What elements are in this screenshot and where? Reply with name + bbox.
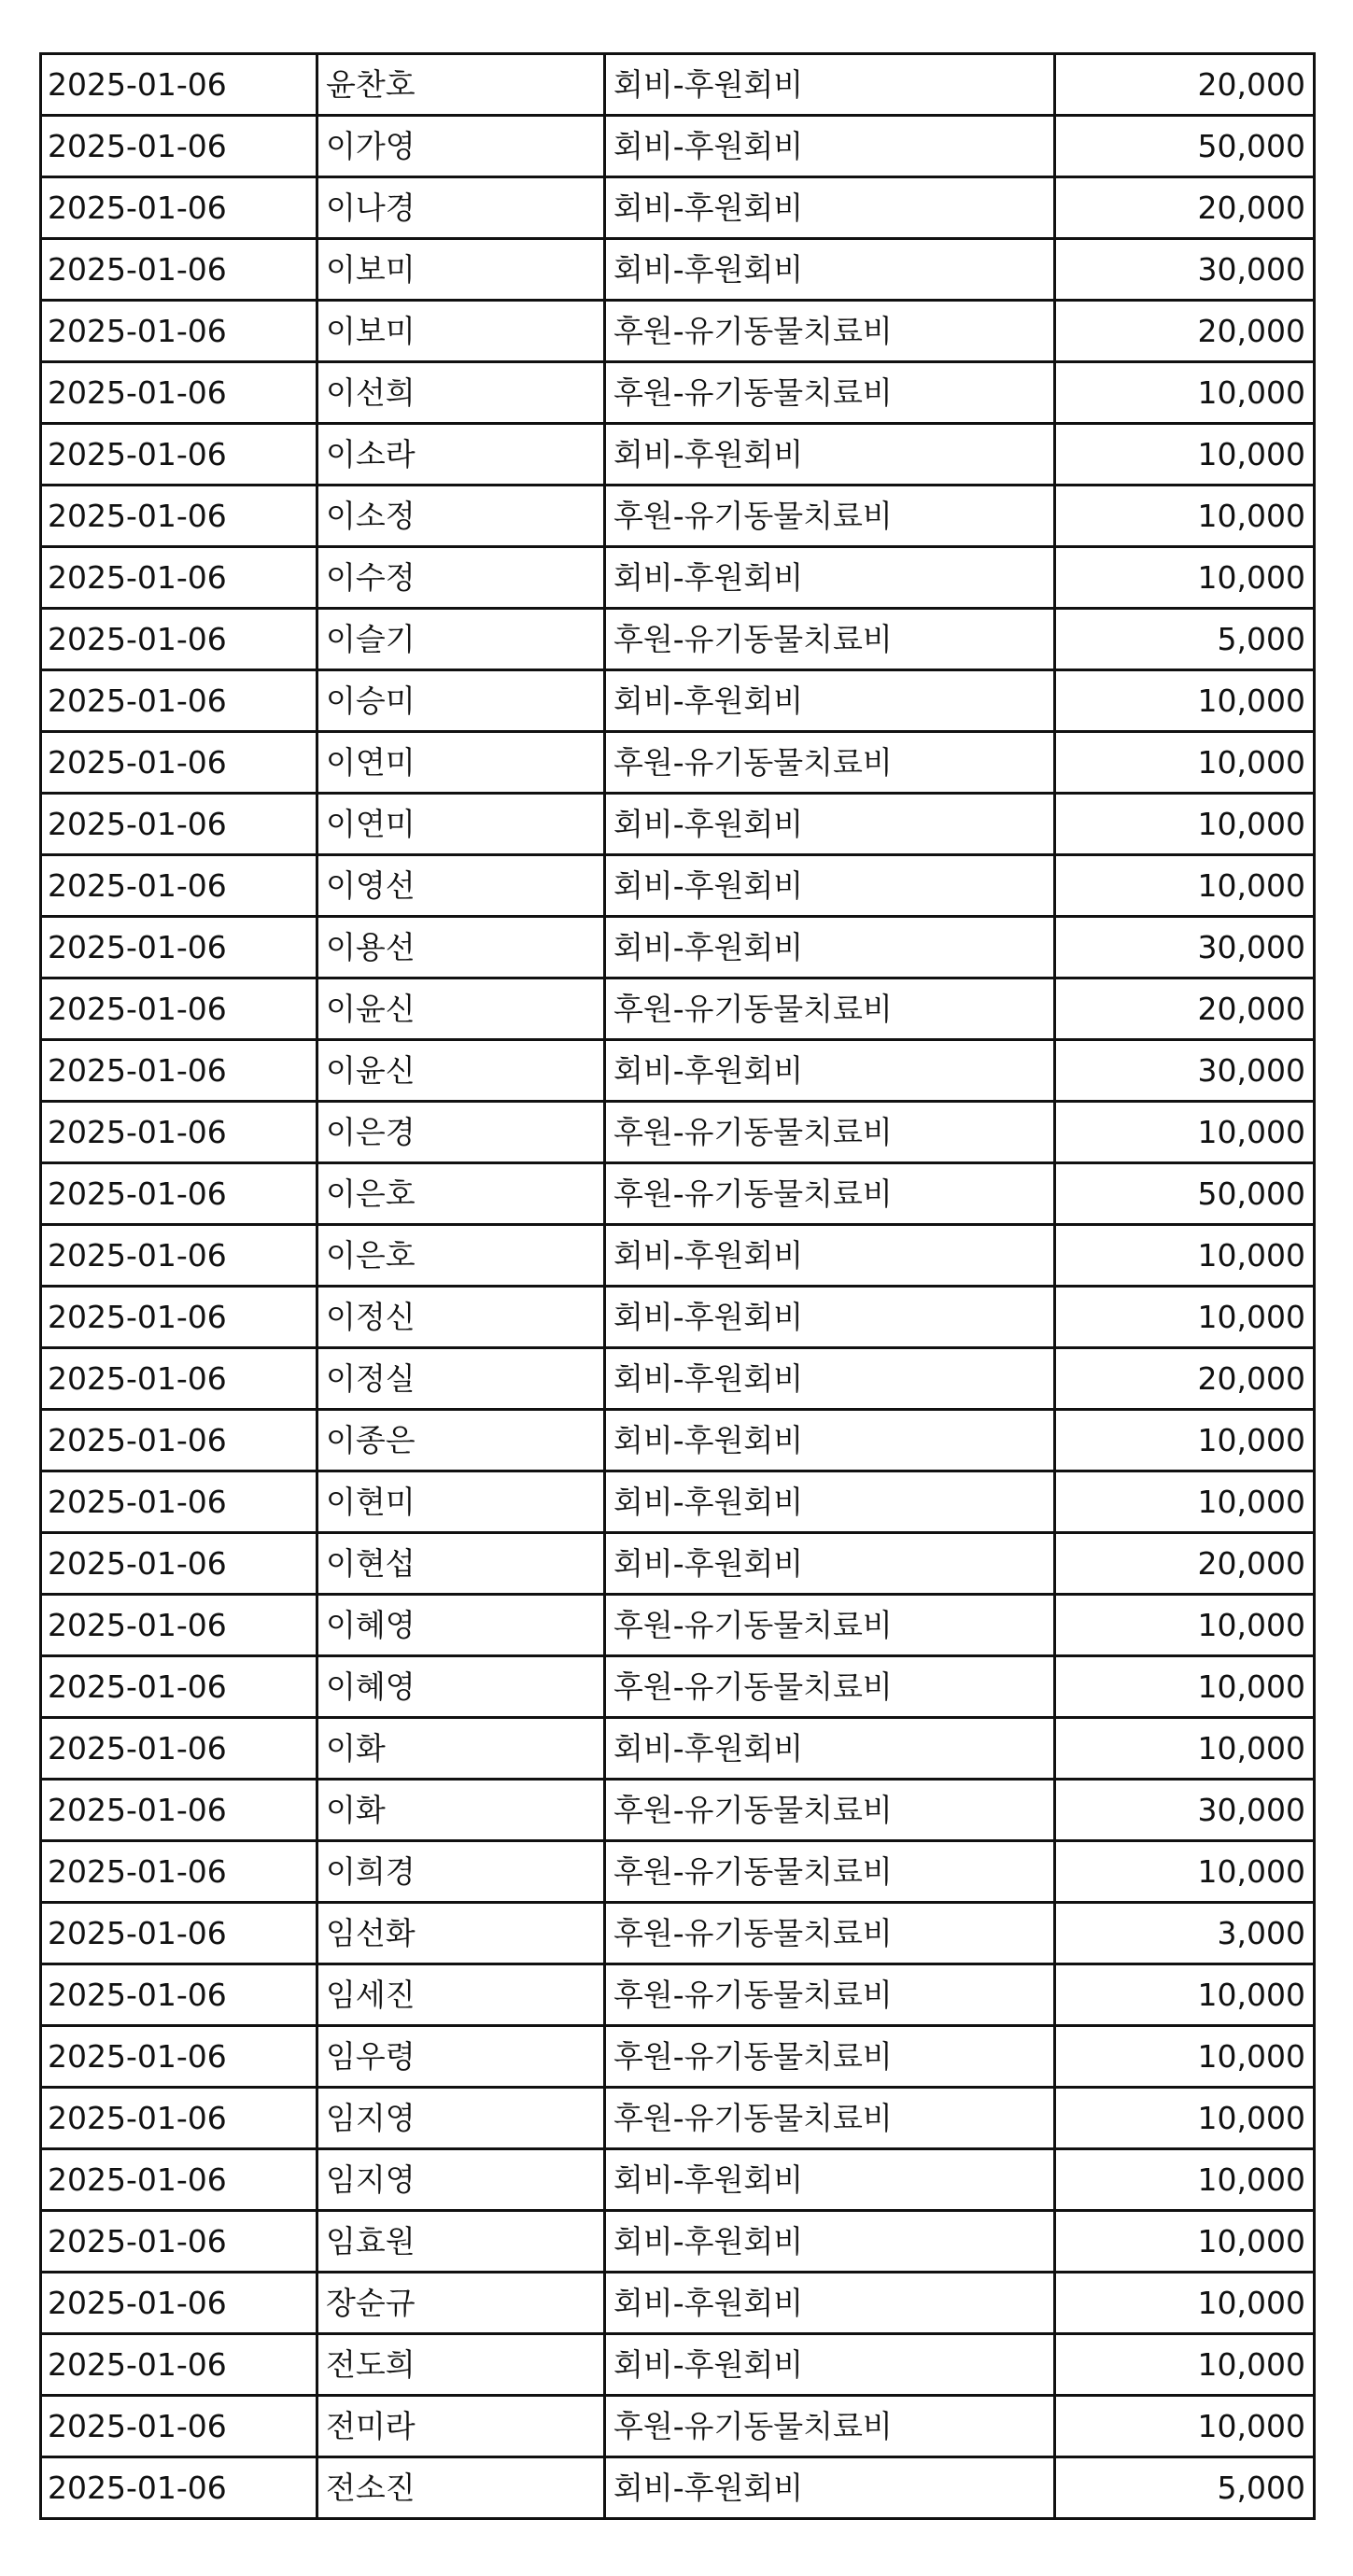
category-cell: 후원-유기동물치료비 bbox=[605, 2026, 1055, 2088]
donor-name-cell: 이연미 bbox=[317, 732, 605, 794]
table-row bbox=[41, 732, 1315, 794]
donor-name-cell: 이윤신 bbox=[317, 1040, 605, 1102]
date-cell: 2025-01-06 bbox=[41, 2334, 317, 2396]
date-cell: 2025-01-06 bbox=[41, 1656, 317, 1718]
table-row bbox=[41, 1780, 1315, 1841]
amount-cell: 3,000 bbox=[1055, 1903, 1315, 1964]
table-row bbox=[41, 177, 1315, 239]
date-cell: 2025-01-06 bbox=[41, 609, 317, 670]
date-cell: 2025-01-06 bbox=[41, 1348, 317, 1410]
table-row bbox=[41, 1225, 1315, 1287]
table-row bbox=[41, 1410, 1315, 1471]
table-row bbox=[41, 794, 1315, 855]
amount-cell: 10,000 bbox=[1055, 1102, 1315, 1163]
amount-cell: 10,000 bbox=[1055, 2088, 1315, 2149]
donor-name-cell: 이혜영 bbox=[317, 1595, 605, 1656]
amount-cell: 20,000 bbox=[1055, 301, 1315, 362]
amount-cell: 50,000 bbox=[1055, 116, 1315, 177]
amount-cell: 10,000 bbox=[1055, 2149, 1315, 2211]
donor-name-cell: 이수정 bbox=[317, 547, 605, 609]
date-cell: 2025-01-06 bbox=[41, 1903, 317, 1964]
table-row bbox=[41, 609, 1315, 670]
amount-cell: 10,000 bbox=[1055, 1595, 1315, 1656]
amount-cell: 10,000 bbox=[1055, 855, 1315, 917]
category-cell: 후원-유기동물치료비 bbox=[605, 362, 1055, 424]
category-cell: 후원-유기동물치료비 bbox=[605, 486, 1055, 547]
date-cell: 2025-01-06 bbox=[41, 116, 317, 177]
donor-name-cell: 장순규 bbox=[317, 2273, 605, 2334]
date-cell: 2025-01-06 bbox=[41, 1964, 317, 2026]
amount-cell: 20,000 bbox=[1055, 1348, 1315, 1410]
donor-name-cell: 이종은 bbox=[317, 1410, 605, 1471]
date-cell: 2025-01-06 bbox=[41, 2396, 317, 2457]
amount-cell: 10,000 bbox=[1055, 1841, 1315, 1903]
amount-cell: 10,000 bbox=[1055, 2273, 1315, 2334]
donor-name-cell: 전미라 bbox=[317, 2396, 605, 2457]
amount-cell: 10,000 bbox=[1055, 1471, 1315, 1533]
table-row bbox=[41, 116, 1315, 177]
amount-cell: 10,000 bbox=[1055, 670, 1315, 732]
donor-name-cell: 임지영 bbox=[317, 2088, 605, 2149]
amount-cell: 10,000 bbox=[1055, 486, 1315, 547]
amount-cell: 20,000 bbox=[1055, 54, 1315, 116]
table-row bbox=[41, 1471, 1315, 1533]
donor-name-cell: 이은경 bbox=[317, 1102, 605, 1163]
amount-cell: 5,000 bbox=[1055, 609, 1315, 670]
donor-name-cell: 이영선 bbox=[317, 855, 605, 917]
table-row bbox=[41, 2273, 1315, 2334]
donor-name-cell: 이연미 bbox=[317, 794, 605, 855]
date-cell: 2025-01-06 bbox=[41, 794, 317, 855]
date-cell: 2025-01-06 bbox=[41, 2149, 317, 2211]
category-cell: 회비-후원회비 bbox=[605, 2149, 1055, 2211]
date-cell: 2025-01-06 bbox=[41, 54, 317, 116]
table-row bbox=[41, 239, 1315, 301]
date-cell: 2025-01-06 bbox=[41, 2457, 317, 2519]
table-row bbox=[41, 486, 1315, 547]
table-row bbox=[41, 1841, 1315, 1903]
donor-name-cell: 이소라 bbox=[317, 424, 605, 486]
category-cell: 회비-후원회비 bbox=[605, 917, 1055, 978]
amount-cell: 10,000 bbox=[1055, 1225, 1315, 1287]
table-row bbox=[41, 2088, 1315, 2149]
donor-name-cell: 이슬기 bbox=[317, 609, 605, 670]
amount-cell: 5,000 bbox=[1055, 2457, 1315, 2519]
donor-name-cell: 전도희 bbox=[317, 2334, 605, 2396]
table-row bbox=[41, 2334, 1315, 2396]
date-cell: 2025-01-06 bbox=[41, 1040, 317, 1102]
category-cell: 회비-후원회비 bbox=[605, 794, 1055, 855]
table-row bbox=[41, 1287, 1315, 1348]
date-cell: 2025-01-06 bbox=[41, 1225, 317, 1287]
category-cell: 후원-유기동물치료비 bbox=[605, 732, 1055, 794]
amount-cell: 10,000 bbox=[1055, 1656, 1315, 1718]
table-row bbox=[41, 978, 1315, 1040]
table-row bbox=[41, 855, 1315, 917]
category-cell: 후원-유기동물치료비 bbox=[605, 1102, 1055, 1163]
donor-name-cell: 이혜영 bbox=[317, 1656, 605, 1718]
amount-cell: 30,000 bbox=[1055, 1040, 1315, 1102]
donor-name-cell: 임효원 bbox=[317, 2211, 605, 2273]
table-row bbox=[41, 1348, 1315, 1410]
amount-cell: 10,000 bbox=[1055, 362, 1315, 424]
amount-cell: 10,000 bbox=[1055, 2334, 1315, 2396]
date-cell: 2025-01-06 bbox=[41, 547, 317, 609]
category-cell: 회비-후원회비 bbox=[605, 1471, 1055, 1533]
donor-name-cell: 이은호 bbox=[317, 1225, 605, 1287]
category-cell: 회비-후원회비 bbox=[605, 424, 1055, 486]
amount-cell: 10,000 bbox=[1055, 424, 1315, 486]
category-cell: 회비-후원회비 bbox=[605, 1287, 1055, 1348]
table-row bbox=[41, 301, 1315, 362]
amount-cell: 10,000 bbox=[1055, 1964, 1315, 2026]
amount-cell: 30,000 bbox=[1055, 239, 1315, 301]
category-cell: 후원-유기동물치료비 bbox=[605, 609, 1055, 670]
table-row bbox=[41, 1656, 1315, 1718]
donor-name-cell: 전소진 bbox=[317, 2457, 605, 2519]
category-cell: 후원-유기동물치료비 bbox=[605, 1656, 1055, 1718]
donor-name-cell: 이은호 bbox=[317, 1163, 605, 1225]
date-cell: 2025-01-06 bbox=[41, 1595, 317, 1656]
category-cell: 후원-유기동물치료비 bbox=[605, 1163, 1055, 1225]
category-cell: 회비-후원회비 bbox=[605, 1533, 1055, 1595]
amount-cell: 50,000 bbox=[1055, 1163, 1315, 1225]
date-cell: 2025-01-06 bbox=[41, 732, 317, 794]
donor-name-cell: 이희경 bbox=[317, 1841, 605, 1903]
table-row bbox=[41, 1163, 1315, 1225]
donor-name-cell: 이승미 bbox=[317, 670, 605, 732]
category-cell: 회비-후원회비 bbox=[605, 239, 1055, 301]
category-cell: 후원-유기동물치료비 bbox=[605, 1780, 1055, 1841]
category-cell: 후원-유기동물치료비 bbox=[605, 978, 1055, 1040]
category-cell: 회비-후원회비 bbox=[605, 855, 1055, 917]
donor-name-cell: 임우령 bbox=[317, 2026, 605, 2088]
date-cell: 2025-01-06 bbox=[41, 2026, 317, 2088]
category-cell: 후원-유기동물치료비 bbox=[605, 1595, 1055, 1656]
donor-name-cell: 임세진 bbox=[317, 1964, 605, 2026]
amount-cell: 20,000 bbox=[1055, 978, 1315, 1040]
date-cell: 2025-01-06 bbox=[41, 2088, 317, 2149]
amount-cell: 10,000 bbox=[1055, 547, 1315, 609]
date-cell: 2025-01-06 bbox=[41, 1471, 317, 1533]
table-row bbox=[41, 2211, 1315, 2273]
date-cell: 2025-01-06 bbox=[41, 362, 317, 424]
category-cell: 후원-유기동물치료비 bbox=[605, 1903, 1055, 1964]
amount-cell: 10,000 bbox=[1055, 2211, 1315, 2273]
donor-name-cell: 이정실 bbox=[317, 1348, 605, 1410]
donor-name-cell: 이현미 bbox=[317, 1471, 605, 1533]
category-cell: 회비-후원회비 bbox=[605, 1225, 1055, 1287]
category-cell: 회비-후원회비 bbox=[605, 54, 1055, 116]
donation-ledger-table bbox=[39, 52, 1316, 2520]
category-cell: 회비-후원회비 bbox=[605, 1718, 1055, 1780]
date-cell: 2025-01-06 bbox=[41, 486, 317, 547]
amount-cell: 30,000 bbox=[1055, 1780, 1315, 1841]
donor-name-cell: 이화 bbox=[317, 1780, 605, 1841]
category-cell: 회비-후원회비 bbox=[605, 2334, 1055, 2396]
amount-cell: 10,000 bbox=[1055, 1410, 1315, 1471]
date-cell: 2025-01-06 bbox=[41, 1841, 317, 1903]
date-cell: 2025-01-06 bbox=[41, 301, 317, 362]
donor-name-cell: 이나경 bbox=[317, 177, 605, 239]
date-cell: 2025-01-06 bbox=[41, 239, 317, 301]
date-cell: 2025-01-06 bbox=[41, 1780, 317, 1841]
amount-cell: 10,000 bbox=[1055, 2026, 1315, 2088]
table-row bbox=[41, 670, 1315, 732]
date-cell: 2025-01-06 bbox=[41, 1163, 317, 1225]
amount-cell: 10,000 bbox=[1055, 1287, 1315, 1348]
table-row bbox=[41, 2457, 1315, 2519]
category-cell: 회비-후원회비 bbox=[605, 2211, 1055, 2273]
table-row bbox=[41, 2396, 1315, 2457]
table-row bbox=[41, 1718, 1315, 1780]
date-cell: 2025-01-06 bbox=[41, 1533, 317, 1595]
table-row bbox=[41, 1903, 1315, 1964]
category-cell: 회비-후원회비 bbox=[605, 1040, 1055, 1102]
date-cell: 2025-01-06 bbox=[41, 1410, 317, 1471]
table-row bbox=[41, 1533, 1315, 1595]
table-row bbox=[41, 2026, 1315, 2088]
amount-cell: 10,000 bbox=[1055, 1718, 1315, 1780]
category-cell: 후원-유기동물치료비 bbox=[605, 301, 1055, 362]
donor-name-cell: 이현섭 bbox=[317, 1533, 605, 1595]
category-cell: 회비-후원회비 bbox=[605, 2457, 1055, 2519]
category-cell: 회비-후원회비 bbox=[605, 1348, 1055, 1410]
date-cell: 2025-01-06 bbox=[41, 177, 317, 239]
table-row bbox=[41, 2149, 1315, 2211]
category-cell: 회비-후원회비 bbox=[605, 2273, 1055, 2334]
table-row bbox=[41, 1595, 1315, 1656]
donor-name-cell: 윤찬호 bbox=[317, 54, 605, 116]
amount-cell: 20,000 bbox=[1055, 1533, 1315, 1595]
date-cell: 2025-01-06 bbox=[41, 1287, 317, 1348]
date-cell: 2025-01-06 bbox=[41, 1102, 317, 1163]
amount-cell: 10,000 bbox=[1055, 732, 1315, 794]
date-cell: 2025-01-06 bbox=[41, 855, 317, 917]
table-row bbox=[41, 54, 1315, 116]
category-cell: 회비-후원회비 bbox=[605, 177, 1055, 239]
category-cell: 후원-유기동물치료비 bbox=[605, 2396, 1055, 2457]
date-cell: 2025-01-06 bbox=[41, 2211, 317, 2273]
ledger-body bbox=[41, 54, 1315, 2519]
category-cell: 회비-후원회비 bbox=[605, 116, 1055, 177]
date-cell: 2025-01-06 bbox=[41, 1718, 317, 1780]
category-cell: 회비-후원회비 bbox=[605, 670, 1055, 732]
date-cell: 2025-01-06 bbox=[41, 670, 317, 732]
table-row bbox=[41, 362, 1315, 424]
category-cell: 회비-후원회비 bbox=[605, 547, 1055, 609]
donor-name-cell: 임선화 bbox=[317, 1903, 605, 1964]
donor-name-cell: 이보미 bbox=[317, 239, 605, 301]
donor-name-cell: 이윤신 bbox=[317, 978, 605, 1040]
date-cell: 2025-01-06 bbox=[41, 917, 317, 978]
date-cell: 2025-01-06 bbox=[41, 424, 317, 486]
table-row bbox=[41, 917, 1315, 978]
donor-name-cell: 임지영 bbox=[317, 2149, 605, 2211]
amount-cell: 30,000 bbox=[1055, 917, 1315, 978]
amount-cell: 10,000 bbox=[1055, 2396, 1315, 2457]
donor-name-cell: 이선희 bbox=[317, 362, 605, 424]
donor-name-cell: 이정신 bbox=[317, 1287, 605, 1348]
donor-name-cell: 이화 bbox=[317, 1718, 605, 1780]
donor-name-cell: 이가영 bbox=[317, 116, 605, 177]
donor-name-cell: 이소정 bbox=[317, 486, 605, 547]
category-cell: 후원-유기동물치료비 bbox=[605, 1841, 1055, 1903]
date-cell: 2025-01-06 bbox=[41, 2273, 317, 2334]
table-row bbox=[41, 1102, 1315, 1163]
table-row bbox=[41, 1964, 1315, 2026]
donor-name-cell: 이보미 bbox=[317, 301, 605, 362]
date-cell: 2025-01-06 bbox=[41, 978, 317, 1040]
category-cell: 후원-유기동물치료비 bbox=[605, 1964, 1055, 2026]
table-row bbox=[41, 547, 1315, 609]
donor-name-cell: 이용선 bbox=[317, 917, 605, 978]
category-cell: 회비-후원회비 bbox=[605, 1410, 1055, 1471]
table-row bbox=[41, 424, 1315, 486]
table-row bbox=[41, 1040, 1315, 1102]
amount-cell: 20,000 bbox=[1055, 177, 1315, 239]
amount-cell: 10,000 bbox=[1055, 794, 1315, 855]
category-cell: 후원-유기동물치료비 bbox=[605, 2088, 1055, 2149]
